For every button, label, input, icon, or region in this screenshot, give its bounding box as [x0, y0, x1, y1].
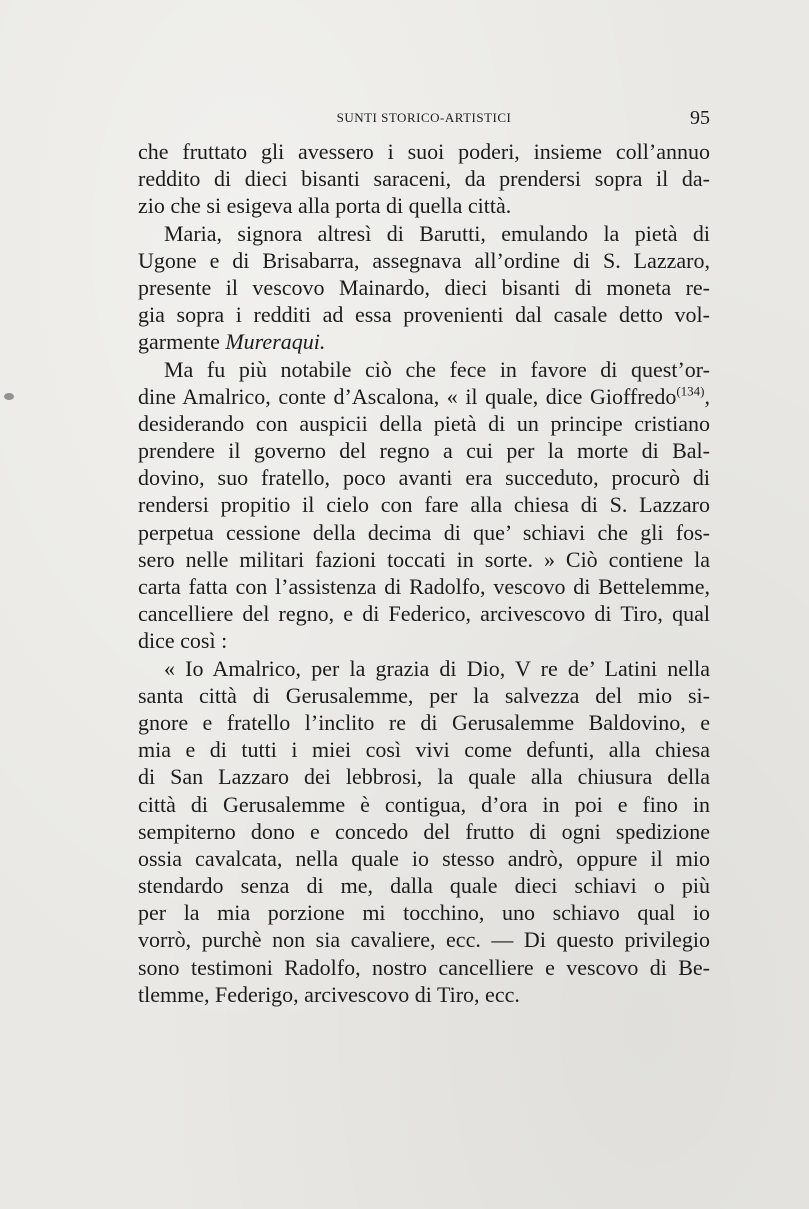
text-line: dovino, suo fratello, poco avanti era succeduto, procurò di — [138, 465, 710, 491]
paragraph-first-line: « Io Amalrico, per la grazia di Dio, V re de’ Latini nella — [164, 655, 710, 681]
text-line: presente il vescovo Mainardo, dieci bisanti di moneta re- — [138, 274, 710, 300]
text-line: dice così : — [138, 628, 228, 654]
text-line: Ugone e di Brisabarra, assegnava all’ordine di S. Lazzaro, — [138, 247, 710, 273]
body-text — [138, 138, 710, 1008]
text-line: tlemme, Federigo, arcivescovo di Tiro, ecc. — [138, 981, 520, 1007]
text-line: ossia cavalcata, nella quale io stesso andrò, oppure il mio — [138, 845, 710, 871]
ink-speck — [4, 393, 14, 400]
text-line: carta fatta con l’assistenza di Radolfo, vescovo di Bettelemme, — [138, 574, 710, 599]
footnote-reference: (134) — [676, 383, 705, 399]
running-title: SUNTI STORICO-ARTISTICI — [336, 110, 512, 125]
text-line: reddito di dieci bisanti saraceni, da prendersi sopra il da- — [138, 166, 710, 192]
text-line — [138, 328, 710, 355]
text-line: santa città di Gerusalemme, per la salvezza del mio si- — [138, 682, 710, 708]
text-line: di San Lazzaro dei lebbrosi, la quale alla chiusura della — [138, 764, 710, 790]
italic-place-name: Mureraqui. — [225, 329, 326, 355]
text-fragment: dine Amalrico, conte d’Ascalona, « il quale, dice Gioffredo — [138, 383, 677, 409]
text-line: sero nelle militari fazioni toccati in sorte. » Ciò contiene la — [138, 546, 710, 572]
text-line: desiderando con auspicii della pietà di un principe cristiano — [138, 410, 710, 436]
text-line: perpetua cessione della decima di que’ schiavi che gli fos- — [138, 519, 710, 545]
text-line: sono testimoni Radolfo, nostro cancelliere e vescovo di Be- — [138, 954, 710, 980]
text-line: vorrò, purchè non sia cavaliere, ecc. — Di questo privilegio — [138, 927, 710, 953]
text-line: stendardo senza di me, dalla quale dieci schiavi o più — [138, 873, 710, 899]
text-line: che fruttato gli avessero i suoi poderi, insieme coll’annuo — [138, 139, 710, 164]
text-line — [138, 383, 710, 410]
text-line: sempiterno dono e concedo del frutto di ogni spedizione — [138, 818, 710, 844]
text-line: rendersi propitio il cielo con fare alla chiesa di S. Lazzaro — [138, 492, 710, 518]
text-fragment: , — [704, 383, 710, 409]
text-line: mia e di tutti i miei così vivi come defunti, alla chiesa — [138, 737, 710, 763]
text-line: prendere il governo del regno a cui per la morte di Bal- — [138, 438, 710, 464]
text-line: gia sopra i redditi ad essa provenienti dal casale detto vol- — [138, 302, 710, 328]
text-line: gnore e fratello l’inclito re di Gerusalemme Baldovino, e — [138, 709, 710, 735]
page-number: 95 — [690, 107, 710, 129]
paragraph-first-line: Maria, signora altresì di Barutti, emulando la pietà di — [164, 220, 710, 246]
page-header — [138, 107, 710, 131]
text-line: zio che si esigeva alla porta di quella città. — [138, 193, 512, 219]
paragraph-first-line: Ma fu più notabile ciò che fece in favore di quest’or- — [164, 356, 710, 382]
text-line: per la mia porzione mi tocchino, uno schiavo qual io — [138, 900, 710, 926]
text-fragment: garmente — [138, 329, 226, 355]
text-line: cancelliere del regno, e di Federico, arcivescovo di Tiro, qual — [138, 601, 710, 627]
text-line: città di Gerusalemme è contigua, d’ora in poi e fino in — [138, 791, 710, 817]
